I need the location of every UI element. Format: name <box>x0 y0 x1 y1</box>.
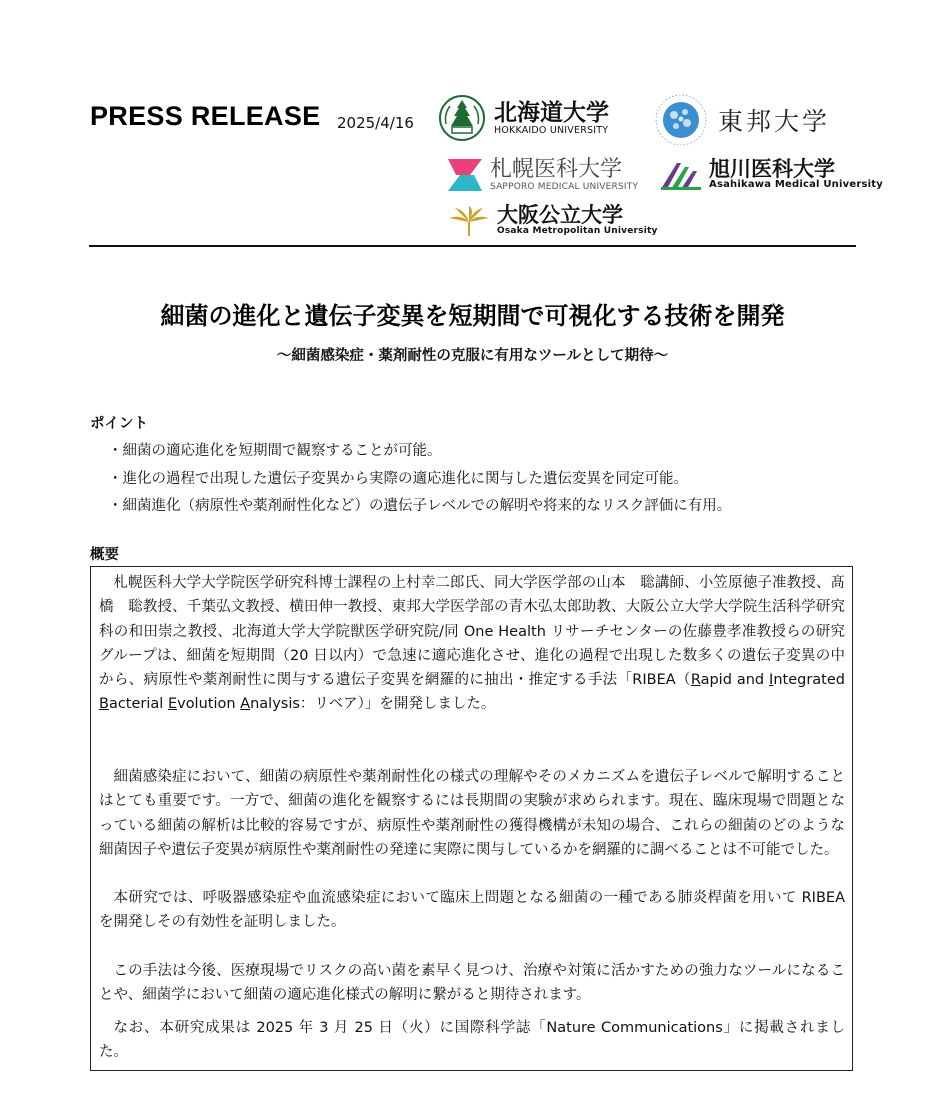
ribea-i-letter: I <box>769 672 774 689</box>
summary-p1-text: 札幌医科大学大学院医学研究科博士課程の上村幸二郎氏、同大学医学部の山本 聡講師、小笠原徳子准教授、髙橋 聡教授、千葉弘文教授、横田伸一教授、東邦大学医学部の青木弘太郎助教、大阪公立大学大学院生活科学研究科の和田崇之教授、北海道大学大学院獣医学研究院/同 One Health リサーチセンターの佐藤豊孝准教授らの研究グループは、細菌を短期間（20 日以内）で急速に適応進化させ、進化の過程で出現した数多くの遺伝子変異の中から、病原性や薬剤耐性に関与する遺伝子変異を網羅的に抽出・推定する手法「RIBEA（ <box>99 575 845 689</box>
point-item: ・細菌の適応進化を短期間で観察することが可能。 <box>108 443 442 459</box>
asahikawa-emblem-icon <box>659 157 703 191</box>
hokkaido-university-logo <box>438 94 609 142</box>
summary-paragraph-5: なお、本研究成果は 2025 年 3 月 25 日（火）に国際科学誌「Nature Communications」に掲載されました。 <box>99 1020 845 1061</box>
toho-name-jp: 東邦大学 <box>718 107 831 136</box>
toho-emblem-icon <box>652 91 710 149</box>
header-divider <box>89 245 856 247</box>
sapporo-medical-university-logo <box>444 155 638 195</box>
summary-box <box>90 566 853 1071</box>
points-heading: ポイント <box>90 416 148 432</box>
summary-p1-after: を開発しました。 <box>379 696 496 713</box>
hokkaido-emblem-icon <box>438 94 486 142</box>
hokkaido-name-jp: 北海道大学 <box>494 99 609 126</box>
sapporo-name-en: SAPPORO MEDICAL UNIVERSITY <box>490 182 639 192</box>
point-item: ・進化の過程で出現した遺伝子変異から実際の適応進化に関与した遺伝変異を同定可能。 <box>108 471 688 487</box>
ribea-a-letter: A <box>240 696 251 713</box>
ribea-r-letter: R <box>690 672 701 689</box>
press-release-label: PRESS RELEASE <box>90 101 321 131</box>
osaka-name-en: Osaka Metropolitan University <box>497 226 658 236</box>
sapporo-emblem-icon <box>444 155 486 195</box>
ribea-e-letter: E <box>167 696 178 713</box>
ribea-b-letter: B <box>99 696 109 713</box>
page-title: 細菌の進化と遺伝子変異を短期間で可視化する技術を開発 <box>160 302 785 330</box>
point-item: ・細菌進化（病原性や薬剤耐性化など）の遺伝子レベルでの解明や将来的なリスク評価に有用。 <box>108 498 732 514</box>
asahikawa-name-en: Asahikawa Medical University <box>709 179 883 190</box>
osaka-emblem-icon <box>447 202 491 238</box>
ribea-a-rest: nalysis：リベア）」 <box>250 696 380 713</box>
osaka-metropolitan-university-logo <box>447 202 658 238</box>
summary-paragraph-2: 細菌感染症において、細菌の病原性や薬剤耐性化の様式の理解やそのメカニズムを遺伝子レベルで解明することはとても重要です。一方で、細菌の進化を観察するには長期間の実験が求められます。現在、臨床現場で問題となっている細菌の解析は比較的容易ですが、病原性や薬剤耐性の獲得機構が未知の場合、これらの細菌のどのような細菌因子や遺伝子変異が病原性や薬剤耐性の発達に実際に関与しているかを網羅的に調べることは不可能でした。 <box>99 769 845 858</box>
summary-paragraph-4: この手法は今後、医療現場でリスクの高い菌を素早く見つけ、治療や対策に活かすための強力なツールになることや、細菌学において細菌の適応進化様式の解明に繋がると期待されます。 <box>99 963 845 1004</box>
page-subtitle: 〜細菌感染症・薬剤耐性の克服に有用なツールとして期待〜 <box>276 348 669 364</box>
sapporo-name-jp: 札幌医科大学 <box>490 157 623 182</box>
ribea-r-rest: apid and <box>700 672 770 689</box>
ribea-e-rest: volution <box>177 696 241 713</box>
summary-heading: 概要 <box>90 547 119 563</box>
ribea-b-rest: acterial <box>108 696 168 713</box>
summary-paragraph-1 <box>99 571 845 717</box>
asahikawa-medical-university-logo <box>659 157 883 191</box>
osaka-name-jp: 大阪公立大学 <box>497 203 623 227</box>
release-date: 2025/4/16 <box>337 114 414 132</box>
toho-university-logo <box>652 91 830 149</box>
ribea-i-rest: ntegrated <box>773 672 845 689</box>
summary-paragraph-3: 本研究では、呼吸器感染症や血流感染症において臨床上問題となる細菌の一種である肺炎桿菌を用いて RIBEA を開発しその有効性を証明しました。 <box>99 890 845 931</box>
asahikawa-name-jp: 旭川医科大学 <box>709 157 835 181</box>
hokkaido-name-en: HOKKAIDO UNIVERSITY <box>494 124 609 136</box>
